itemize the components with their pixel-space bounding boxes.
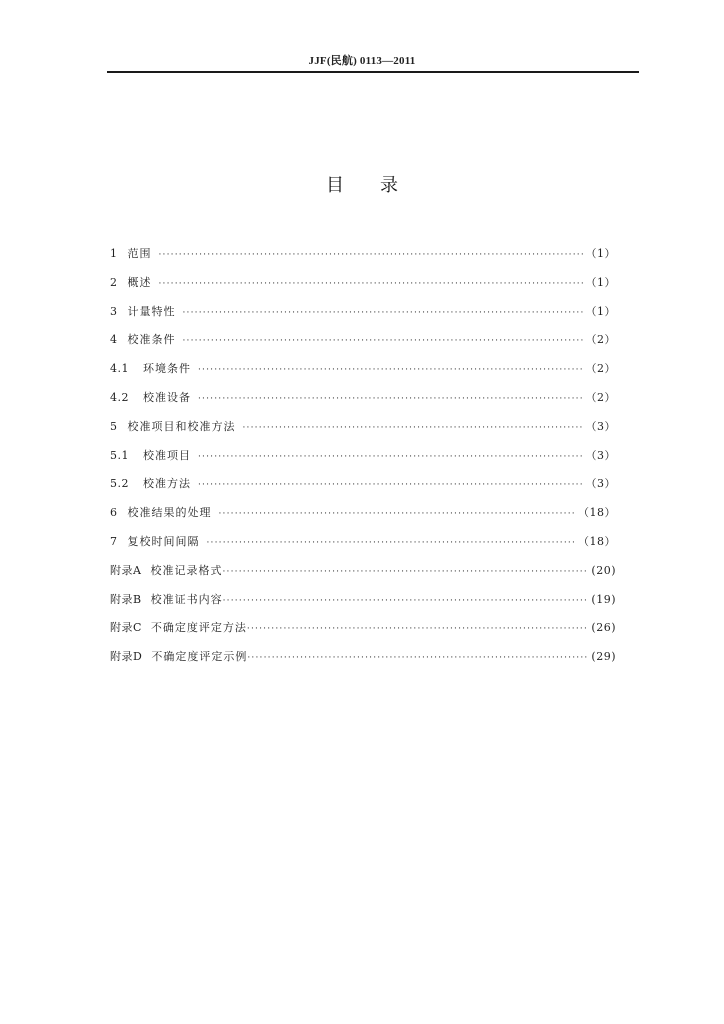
- toc-dot-leader: [159, 245, 583, 265]
- toc-dot-leader: [223, 591, 589, 611]
- toc-entry-page: （1）: [585, 304, 616, 318]
- toc-entry-number: 6: [110, 506, 118, 520]
- toc-entry-5-1[interactable]: [110, 446, 616, 466]
- toc-entry-page: （3）: [585, 477, 616, 491]
- toc-entry-number: 5.1: [110, 448, 129, 462]
- toc-entry-page: (19): [591, 592, 616, 606]
- toc-entry-title: 不确定度评定方法: [150, 621, 247, 635]
- toc-entry-number: 1: [110, 247, 118, 260]
- header-divider: [107, 71, 639, 73]
- toc-entry-5-2[interactable]: [110, 474, 616, 494]
- toc-entry-number: 4.1: [110, 362, 129, 376]
- toc-entry-title: 范围: [127, 247, 152, 260]
- toc-entry-number: 3: [110, 304, 118, 318]
- toc-entry-title: 校准记录格式: [150, 563, 223, 577]
- toc-entry-page: （1）: [585, 275, 616, 289]
- toc-entry-page: (20): [591, 563, 616, 577]
- toc-entry-number: 附录B: [110, 592, 142, 606]
- toc-entry-number: 附录C: [110, 621, 142, 635]
- toc-dot-leader: [198, 389, 583, 409]
- toc-entry-page: （18）: [578, 534, 616, 548]
- toc-entry-number: 7: [110, 534, 118, 548]
- toc-entry-number: 5: [110, 419, 118, 433]
- document-code-header: JJF(民航) 0113—2011: [308, 55, 416, 67]
- toc-entry-page: （2）: [585, 390, 616, 404]
- toc-entry-title: 不确定度评定示例: [151, 650, 248, 664]
- toc-entry-page: （2）: [585, 333, 616, 347]
- toc-entry-6[interactable]: [110, 503, 616, 523]
- toc-dot-leader: [207, 533, 576, 553]
- toc-entry-page: （2）: [585, 362, 616, 376]
- toc-entry-title: 校准项目: [143, 448, 191, 462]
- page-title: 目录: [326, 175, 434, 196]
- toc-entry-title: 校准方法: [143, 477, 191, 491]
- toc-entry-page: （1）: [585, 247, 616, 260]
- toc-entry-2[interactable]: [110, 273, 616, 293]
- toc-entry-4[interactable]: [110, 330, 616, 350]
- toc-entry-page: （3）: [585, 448, 616, 462]
- toc-entry-page: （18）: [578, 506, 616, 520]
- toc-entry-title: 校准证书内容: [150, 592, 223, 606]
- toc-entry-appendix-c[interactable]: [110, 618, 616, 638]
- toc-dot-leader: [198, 475, 583, 495]
- toc-entry-appendix-b[interactable]: [110, 590, 616, 610]
- toc-entry-4-2[interactable]: [110, 388, 616, 408]
- toc-dot-leader: [247, 619, 588, 639]
- toc-entry-page: (26): [591, 621, 616, 635]
- toc-entry-1[interactable]: [110, 244, 616, 264]
- toc-dot-leader: [183, 303, 583, 323]
- toc-entry-number: 4: [110, 333, 118, 347]
- toc-dot-leader: [243, 418, 583, 438]
- toc-entry-number: 2: [110, 275, 118, 289]
- toc-entry-page: (29): [591, 650, 616, 664]
- toc-dot-leader: [222, 562, 588, 582]
- toc-entry-title: 概述: [127, 275, 152, 289]
- toc-entry-title: 计量特性: [127, 304, 176, 318]
- toc-entry-number: 4.2: [110, 390, 129, 404]
- toc-dot-leader: [198, 360, 583, 380]
- toc-dot-leader: [247, 648, 588, 668]
- toc-entry-title: 环境条件: [143, 362, 191, 376]
- toc-entry-3[interactable]: [110, 302, 616, 322]
- toc-dot-leader: [198, 447, 583, 467]
- toc-entry-title: 复校时间间隔: [127, 534, 200, 548]
- toc-entry-title: 校准条件: [127, 333, 176, 347]
- toc-entry-5[interactable]: [110, 417, 616, 437]
- toc-entry-number: 附录D: [110, 650, 143, 664]
- toc-entry-title: 校准项目和校准方法: [127, 419, 236, 433]
- toc-dot-leader: [183, 331, 583, 351]
- toc-entry-title: 校准结果的处理: [127, 506, 212, 520]
- toc-dot-leader: [219, 504, 576, 524]
- toc-entry-7[interactable]: [110, 532, 616, 552]
- toc-entry-title: 校准设备: [143, 390, 191, 404]
- toc-entry-4-1[interactable]: [110, 359, 616, 379]
- toc-entry-number: 5.2: [110, 477, 129, 491]
- toc-entry-appendix-a[interactable]: [110, 561, 616, 581]
- toc-entry-appendix-d[interactable]: [110, 647, 616, 667]
- toc-entry-number: 附录A: [110, 563, 142, 577]
- table-of-contents: [110, 244, 616, 676]
- toc-entry-page: （3）: [585, 419, 616, 433]
- toc-dot-leader: [159, 274, 583, 294]
